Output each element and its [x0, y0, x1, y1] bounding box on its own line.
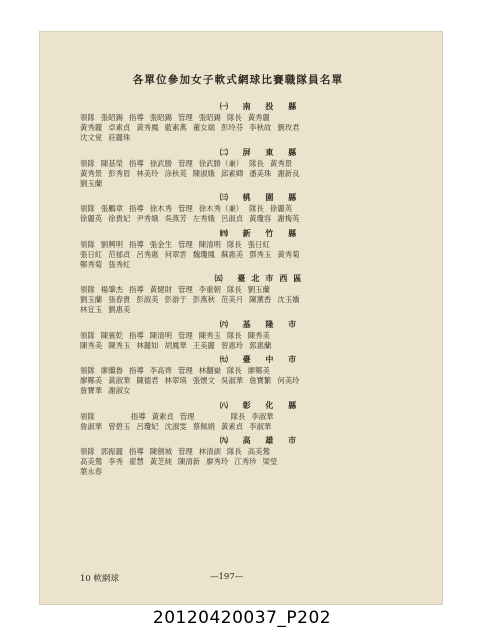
roster-name: 指導	[128, 446, 144, 456]
roster-name: 黃秀景	[80, 168, 103, 178]
roster-name: 陳德君	[136, 376, 159, 386]
roster-row	[80, 422, 442, 432]
roster-name: 黃健財	[149, 285, 172, 295]
roster-content	[80, 100, 442, 480]
roster-name: 邱素卿	[220, 168, 244, 178]
roster-name: 指導	[128, 113, 144, 122]
roster-name: 指導	[128, 239, 144, 249]
roster-name: 藍素燕	[164, 123, 187, 133]
image-caption: 20120420037_P202	[152, 608, 332, 628]
roster-name: 徐木秀（兼）	[198, 204, 244, 214]
roster-name: 沈淑雯	[164, 421, 187, 431]
roster-name: 陳淑娥	[192, 168, 215, 178]
roster-name: 張昭錫	[100, 113, 123, 122]
roster-name: 曾碧玉	[108, 421, 131, 431]
roster-name: 林翻嶽	[198, 366, 221, 375]
roster-name: 劉玉蘭	[80, 178, 103, 188]
roster-name: 梁瑩	[262, 457, 278, 467]
roster-name: 徐貴妃	[108, 214, 131, 224]
section-header: ㈣ 新 竹 縣	[219, 227, 303, 238]
roster-name: 隊長	[230, 411, 246, 421]
roster-name: 高美鶯	[80, 457, 103, 467]
roster-name: 隊長	[226, 446, 242, 456]
roster-row	[80, 457, 442, 467]
roster-row	[80, 169, 442, 179]
roster-name: 鄭秀菊	[80, 259, 103, 269]
roster-name: 隊長	[249, 204, 264, 214]
roster-name: 陳薰香	[249, 295, 272, 305]
roster-name: 林宜玉	[80, 305, 103, 315]
roster-name: 領隊	[80, 204, 95, 214]
roster-name: 陳基榮	[100, 158, 123, 168]
roster-name: 李高齊	[149, 366, 172, 375]
roster-name: 謝淑女	[108, 386, 131, 396]
roster-name: 隊長	[226, 113, 242, 122]
page-title: 各單位參加女子軟式網球比賽職隊員名單	[132, 74, 344, 86]
roster-name: 尹秀娥	[136, 214, 159, 224]
roster-name: 黃秀麗	[247, 113, 270, 122]
roster-row	[80, 285, 442, 295]
roster-row	[80, 331, 442, 341]
roster-name: 高美鶯	[247, 446, 270, 456]
roster-name: 涂秋英	[164, 168, 187, 178]
roster-name: 領隊	[80, 285, 95, 295]
roster-name: 領隊	[80, 239, 95, 249]
roster-name: 張懷文	[192, 376, 215, 386]
roster-name: 莊麗珠	[108, 133, 131, 143]
roster-name: 隊長	[226, 330, 242, 340]
roster-name: 彭秀眉	[108, 168, 131, 178]
roster-row	[80, 113, 442, 123]
roster-name: 陳清明	[198, 239, 221, 249]
roster-name: 謝梅英	[277, 214, 300, 224]
roster-name: 廖鄭美	[80, 376, 103, 386]
roster-name: 董女端	[192, 123, 215, 133]
roster-name: 李秋故	[249, 123, 272, 133]
roster-row	[80, 341, 442, 351]
roster-name: 呂秀惠	[136, 249, 159, 259]
roster-name: 卓素貞	[108, 123, 131, 133]
roster-name: 黃淑華	[108, 376, 131, 386]
roster-name: 李淑華	[249, 421, 272, 431]
roster-name: 謝新良	[277, 168, 300, 178]
roster-name: 指導	[128, 330, 144, 340]
roster-name: 沈玉嬌	[277, 295, 300, 305]
roster-name: 郭惠蘭	[249, 340, 272, 350]
roster-name: 黃秀麗	[80, 123, 103, 133]
roster-name: 詹寶華	[80, 386, 103, 396]
roster-name: 魏瓊鳳	[192, 249, 215, 259]
roster-name: 李淑華	[251, 411, 274, 421]
roster-name: 領隊	[80, 113, 95, 122]
roster-name: 黃素貞	[220, 421, 244, 431]
roster-name: 指導	[128, 366, 144, 375]
roster-name: 楊肇杰	[100, 285, 123, 295]
roster-name: 范郁貞	[108, 249, 131, 259]
section-header: ㈥ 基 隆 市	[219, 318, 303, 329]
roster-name: 左秀娥	[192, 214, 215, 224]
roster-name: 管理	[177, 330, 193, 340]
roster-name: 林美玲	[136, 168, 159, 178]
roster-name: 陳秀美	[247, 330, 270, 340]
roster-name: 張鵬章	[100, 204, 123, 214]
roster-name: 范美月	[220, 295, 244, 305]
roster-section	[80, 272, 442, 316]
section-header: ㈤ 臺北市西區	[214, 273, 308, 284]
roster-name: 陳秀美	[80, 340, 103, 350]
roster-name: 胡鳳華	[164, 340, 187, 350]
roster-name: 彭玲芬	[220, 123, 244, 133]
roster-name: 徐武勝（兼）	[198, 158, 244, 168]
section-header: ㈨ 高 雄 市	[219, 434, 303, 445]
roster-name: 呂淑貞	[220, 214, 244, 224]
roster-name: 黃瓊容	[249, 214, 272, 224]
roster-name: 領隊	[80, 330, 95, 340]
roster-name: 領隊	[80, 446, 95, 456]
roster-name: 張金生	[149, 239, 172, 249]
roster-name: 陳賓乾	[100, 330, 123, 340]
roster-name: 張昭錫	[198, 113, 221, 122]
roster-name: 管理	[177, 446, 193, 456]
roster-section	[80, 191, 442, 224]
roster-name: 黃秀鳳	[136, 123, 159, 133]
roster-section	[80, 146, 442, 190]
roster-name: 隊長	[249, 158, 264, 168]
roster-name: 劉興明	[100, 239, 123, 249]
roster-name: 林清訓	[198, 446, 221, 456]
roster-name: 何美玲	[277, 376, 300, 386]
roster-name: 陳清明	[149, 330, 172, 340]
roster-row	[80, 133, 442, 143]
roster-section	[80, 318, 442, 351]
roster-row	[80, 260, 442, 270]
roster-name: 陳秀玉	[198, 330, 221, 340]
roster-name: 彭淑美	[136, 295, 159, 305]
roster-name: 隊長	[226, 239, 242, 249]
roster-row	[80, 447, 442, 457]
roster-name: 李秀	[108, 457, 123, 467]
roster-name: 陳清新	[177, 457, 201, 467]
roster-name: 吳淑華	[220, 376, 244, 386]
roster-name: 指導	[128, 158, 144, 168]
roster-name: 何翠雲	[164, 249, 187, 259]
roster-name: 廖秀玲	[206, 457, 229, 467]
roster-name: 張秀紅	[108, 259, 131, 269]
roster-section	[80, 399, 442, 432]
roster-section	[80, 227, 442, 271]
roster-name: 張昭錫	[149, 113, 172, 122]
roster-name: 管理	[177, 366, 193, 375]
roster-name: 江秀珍	[234, 457, 257, 467]
section-header: ㈠ 南 投 縣	[219, 101, 303, 111]
roster-name: 陳劍城	[149, 446, 172, 456]
roster-row	[80, 467, 442, 477]
section-header: ㈧ 彰 化 縣	[219, 399, 303, 410]
roster-name: 隊長	[226, 285, 242, 295]
roster-name: 指導	[128, 204, 144, 214]
roster-name: 吳燕芳	[164, 214, 187, 224]
roster-name: 管理	[177, 204, 193, 214]
roster-name: 黃秀景	[269, 158, 293, 168]
roster-name: 彭燕秋	[192, 295, 215, 305]
roster-name: 指導	[128, 285, 144, 295]
roster-name: 領隊	[80, 158, 95, 168]
roster-row	[80, 386, 442, 396]
roster-section	[80, 100, 442, 144]
roster-name: 李重朝	[198, 285, 221, 295]
roster-row	[80, 412, 442, 422]
roster-name: 林麗如	[136, 340, 159, 350]
roster-row	[80, 376, 442, 386]
roster-row	[80, 240, 442, 250]
roster-name: 曾惠玲	[220, 340, 244, 350]
page-number: —197—	[210, 572, 244, 582]
roster-name: 黃素貞	[151, 411, 174, 421]
roster-row	[80, 159, 442, 169]
roster-name: 領隊	[80, 366, 95, 375]
roster-name: 劉玫君	[277, 123, 300, 133]
roster-row	[80, 295, 442, 305]
roster-name: 蘇惠美	[220, 249, 244, 259]
roster-name: 廖繼魯	[100, 366, 123, 375]
roster-name: 潘美珠	[249, 168, 272, 178]
roster-name: 詹寶繁	[249, 376, 272, 386]
roster-name: 管理	[177, 239, 193, 249]
roster-name: 張日紅	[247, 239, 270, 249]
section-header: ㈡ 屏 東 縣	[219, 146, 303, 157]
roster-name: 管理	[177, 158, 193, 168]
roster-row	[80, 204, 442, 214]
roster-name: 管理	[177, 285, 193, 295]
roster-name: 林翠瑛	[164, 376, 187, 386]
roster-name: 徐木秀	[149, 204, 172, 214]
roster-name: 劉玉蘭	[247, 285, 270, 295]
roster-section	[80, 353, 442, 397]
roster-name: 徐麗英	[80, 214, 103, 224]
roster-row	[80, 123, 442, 133]
roster-name: 徐武勝	[149, 158, 172, 168]
roster-name: 黃秀菊	[277, 249, 300, 259]
section-header: ㈦ 臺 中 市	[219, 354, 303, 364]
roster-row	[80, 179, 442, 189]
roster-name: 彭游于	[164, 295, 187, 305]
roster-name: 鄧秀玉	[249, 249, 272, 259]
roster-name: 指導	[130, 411, 146, 421]
roster-name: 張春貴	[108, 295, 131, 305]
roster-name: 蔡佩娟	[192, 421, 215, 431]
roster-row	[80, 214, 442, 224]
roster-name: 張日紅	[80, 249, 103, 259]
roster-name: 呂瓊妃	[136, 421, 159, 431]
roster-name: 葉永春	[80, 467, 103, 477]
roster-name: 徐麗英	[269, 204, 293, 214]
roster-name: 管理	[179, 411, 195, 421]
section-header: ㈢ 桃 園 縣	[219, 192, 303, 203]
roster-row	[80, 250, 442, 260]
roster-row	[80, 305, 442, 315]
roster-name: 沈文覚	[80, 133, 103, 143]
roster-row	[80, 366, 442, 376]
roster-name: 領隊	[80, 411, 95, 421]
roster-name: 隊長	[226, 366, 242, 375]
roster-name: 劉惠美	[108, 305, 131, 315]
roster-name: 陳秀玉	[108, 340, 131, 350]
roster-name: 翟慧	[128, 457, 144, 467]
page-label: 10 軟網球	[80, 574, 120, 584]
roster-name: 黃芝純	[149, 457, 172, 467]
roster-name: 廖鄭美	[247, 366, 270, 375]
roster-name: 詹淑華	[80, 421, 103, 431]
roster-name: 劉玉蘭	[80, 295, 103, 305]
roster-name: 管理	[177, 113, 193, 122]
roster-section	[80, 434, 442, 478]
roster-name: 王美麗	[192, 340, 215, 350]
roster-name: 郭振麗	[100, 446, 123, 456]
